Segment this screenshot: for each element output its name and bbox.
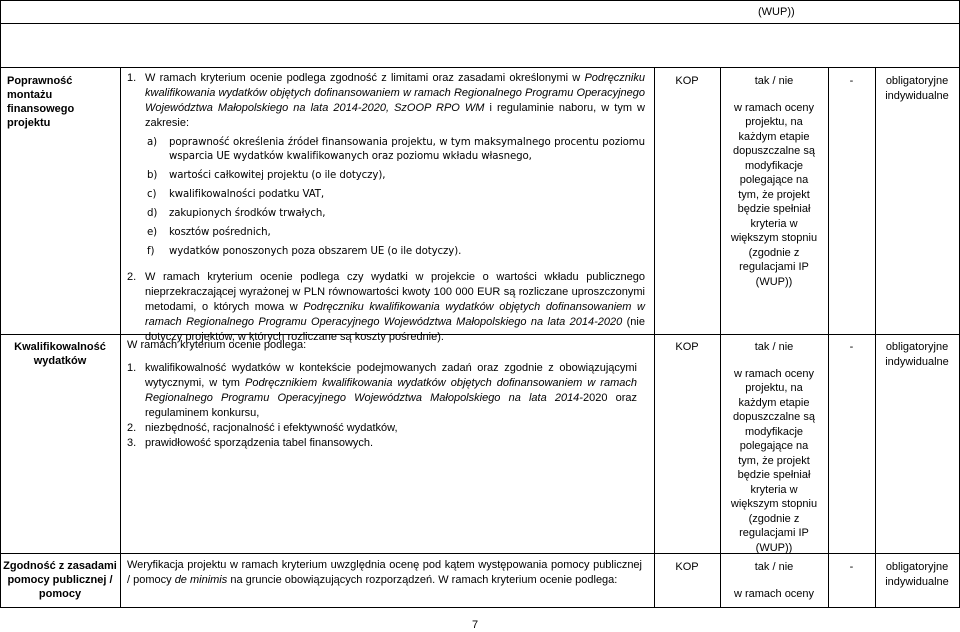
criterion-assessment [720, 74, 828, 289]
grid-line [0, 0, 1, 608]
criterion-description [127, 71, 645, 345]
assessment-note: w ramach oceny projektu, na każdym etapie dopuszczalne są modyfikacje polegające na tym, że projekt będzie spełniał kryteria w większym stopniu (zgodnie z regulacjami IP (WUP)) [730, 101, 818, 288]
criterion-assessment [720, 560, 828, 601]
sub-list-item: c) kwalifikowalności podatku VAT, [147, 189, 325, 200]
criterion-name: Zgodność z zasadami pomocy publicznej / pomocy [3, 560, 117, 600]
grid-line [120, 67, 121, 608]
criterion-weight: - [849, 341, 854, 353]
list-item: 3. prawidłowość sporządzenia tabel finansowych. [127, 437, 374, 449]
grid-line [0, 0, 960, 1]
sub-list-item: a) poprawność określenia źródeł finansowania projektu, w tym maksymalnego procentu poziomu wsparcia UE wydatków kwalifikowanych oraz poziomu wkładu własnego, [147, 137, 645, 162]
description-intro: W ramach kryterium ocenie podlega: [127, 339, 307, 351]
criterion-description: Weryfikacja projektu w ramach kryterium uwzględnia ocenę pod kątem występowania pomocy publicznej / pomocy de minimis na gruncie obowiązujących rozporządzeń. W ramach kryterium ocenie podlega: [127, 559, 642, 586]
assessment-value: tak / nie [754, 75, 794, 87]
evaluating-body: KOP [675, 75, 699, 87]
list-number: 1. [127, 72, 137, 84]
list-number: 2. [127, 271, 137, 283]
grid-line [654, 67, 655, 608]
sub-list-item: f) wydatków ponoszonych poza obszarem UE (o ile dotyczy). [147, 246, 462, 257]
grid-line [828, 67, 829, 608]
criterion-type: obligatoryjne indywidualne [885, 341, 949, 368]
criterion-weight: - [849, 561, 854, 573]
assessment-note: w ramach oceny [733, 587, 815, 600]
grid-line [0, 607, 960, 608]
grid-line [0, 23, 960, 24]
criterion-type: obligatoryjne indywidualne [885, 561, 949, 588]
sub-list-item: d) zakupionych środków trwałych, [147, 208, 326, 219]
description-text: W ramach kryterium ocenie podlega zgodność z limitami oraz zasadami określonymi w [145, 72, 585, 84]
description-italic: Podręczniku kwalifikowania wydatków objętych dofinansowaniem w ramach Regionalnego Programu Operacyjnego Województwa Małopolskiego na lata 2014-2020, SzOOP RPO WM [145, 72, 645, 114]
list-item: 2. niezbędność, racjonalność i efektywność wydatków, [127, 422, 398, 434]
evaluating-body: KOP [675, 341, 699, 353]
grid-line [875, 67, 876, 608]
criterion-name: Kwalifikowalność wydatków [14, 341, 106, 367]
evaluating-body: KOP [675, 561, 699, 573]
list-item: 1. kwalifikowalność wydatków w kontekście podejmowanych zadań oraz zgodnie z obowiązującymi wytycznymi, w tym Podręcznikiem kwalifikowania wydatków objętych dofinansowaniem w ramach Regionalnego Programu Operacyjnego Województwa Małopolskiego na lata 2014-2020 oraz regulaminem konkursu, [127, 362, 637, 419]
assessment-note: w ramach oceny projektu, na każdym etapie dopuszczalne są modyfikacje polegające na tym, że projekt będzie spełniał kryteria w większym stopniu (zgodnie z regulacjami IP (WUP)) [730, 367, 818, 554]
sub-list-item: e) kosztów pośrednich, [147, 227, 271, 238]
previous-row-fragment: (WUP)) [758, 6, 795, 18]
sub-list [127, 136, 645, 259]
criterion-name: Poprawność montażu finansowego projektu [7, 75, 75, 129]
assessment-value: tak / nie [754, 341, 794, 353]
list-item [127, 71, 645, 131]
description-text: i regulaminie naboru, w tym w zakresie: [145, 102, 645, 129]
criterion-type: obligatoryjne indywidualne [885, 75, 949, 102]
page-number: 7 [472, 619, 479, 631]
list-item: 2. W ramach kryterium ocenie podlega czy wydatki w projekcie o wartości wkładu publicznego nieprzekraczającej wyrażonej w PLN równowartości kwoty 100 000 EUR są rozliczane uproszczonymi metodami, o których mowa w Podręczniku kwalifikowania wydatków objętych dofinansowaniem w ramach Regionalnego Programu Operacyjnego Województwa Małopolskiego na lata 2014-2020 (nie dotyczy projektów, w których rozliczane są koszty pośrednie). [127, 271, 645, 343]
sub-list-item: b) wartości całkowitej projektu (o ile dotyczy), [147, 170, 386, 181]
criterion-description [127, 338, 637, 451]
grid-line [0, 67, 960, 68]
assessment-value: tak / nie [754, 561, 794, 573]
criterion-assessment [720, 340, 828, 555]
criterion-weight: - [849, 75, 854, 87]
